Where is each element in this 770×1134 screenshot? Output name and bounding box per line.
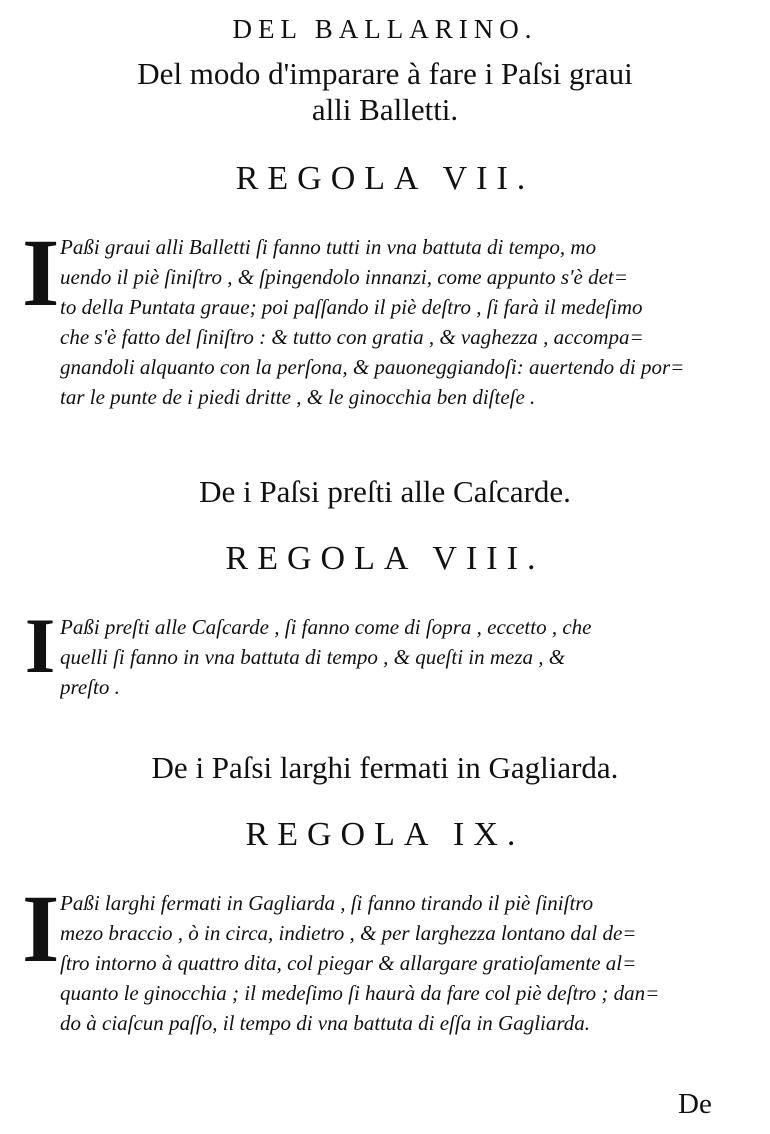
section-title	[0, 474, 770, 510]
rule-heading: REGOLA VIII.	[225, 540, 545, 577]
text-line: Paßi larghi fermati in Gagliarda , ſi fanno tirando il piè ſiniſtro	[60, 891, 594, 915]
text-line: mezo braccio , ò in circa, indietro , & per larghezza lontano dal de=	[60, 921, 637, 945]
text-line: quanto le ginocchia ; il medeſimo ſi haurà da fare col piè deſtro ; dan=	[60, 981, 660, 1005]
text-line: quelli ſi fanno in vna battuta di tempo , & queſti in meza , &	[60, 645, 566, 669]
text-line: Paßi graui alli Balletti ſi fanno tutti in vna battuta di tempo, mo	[60, 235, 597, 259]
text-line: Paßi preſti alle Caſcarde , ſi fanno come di ſopra , eccetto , che	[60, 615, 592, 639]
drop-cap-initial: I	[22, 219, 60, 326]
running-head: DEL BALLARINO.	[232, 14, 538, 44]
section-title-line: alli Balletti.	[311, 92, 459, 127]
text-line: do à ciaſcun paſſo, il tempo di vna battuta di eſſa in Gagliarda.	[60, 1011, 591, 1035]
text-line: gnandoli alquanto con la perſona, & pauoneggiandoſi: auertendo di por=	[60, 355, 685, 379]
paragraph	[22, 875, 758, 1048]
text-line: preſto .	[60, 675, 120, 699]
drop-cap-initial: I	[24, 602, 56, 689]
paragraph-text	[60, 232, 758, 412]
text-line: che s'è fatto del ſiniſtro : & tutto con gratia , & vaghezza , accompa=	[60, 325, 644, 349]
text-line: uendo il piè ſiniſtro , & ſpingendolo innanzi, come appunto s'è det=	[60, 265, 628, 289]
section-title	[0, 56, 770, 128]
section-title-line: De i Paſsi preſti alle Caſcarde.	[199, 474, 571, 509]
catchword: De	[678, 1088, 712, 1120]
paragraph	[22, 219, 758, 432]
section-title-line: Del modo d'imparare à fare i Paſsi graui	[137, 56, 633, 91]
section-title	[0, 750, 770, 786]
section-title-line: De i Paſsi larghi fermati in Gagliarda.	[151, 750, 619, 785]
paragraph-text	[60, 888, 758, 1038]
text-line: ſtro intorno à quattro dita, col piegar & allargare gratioſamente al=	[60, 951, 637, 975]
paragraph-text	[60, 612, 758, 702]
rule-heading: REGOLA VII.	[235, 160, 535, 197]
text-line: tar le punte de i piedi dritte , & le ginocchia ben diſteſe .	[60, 385, 536, 409]
paragraph	[22, 602, 758, 712]
drop-cap-initial: I	[22, 875, 60, 982]
rule-heading: REGOLA IX.	[245, 816, 525, 853]
text-line: to della Puntata graue; poi paſſando il piè deſtro , ſi farà il medeſimo	[60, 295, 643, 319]
